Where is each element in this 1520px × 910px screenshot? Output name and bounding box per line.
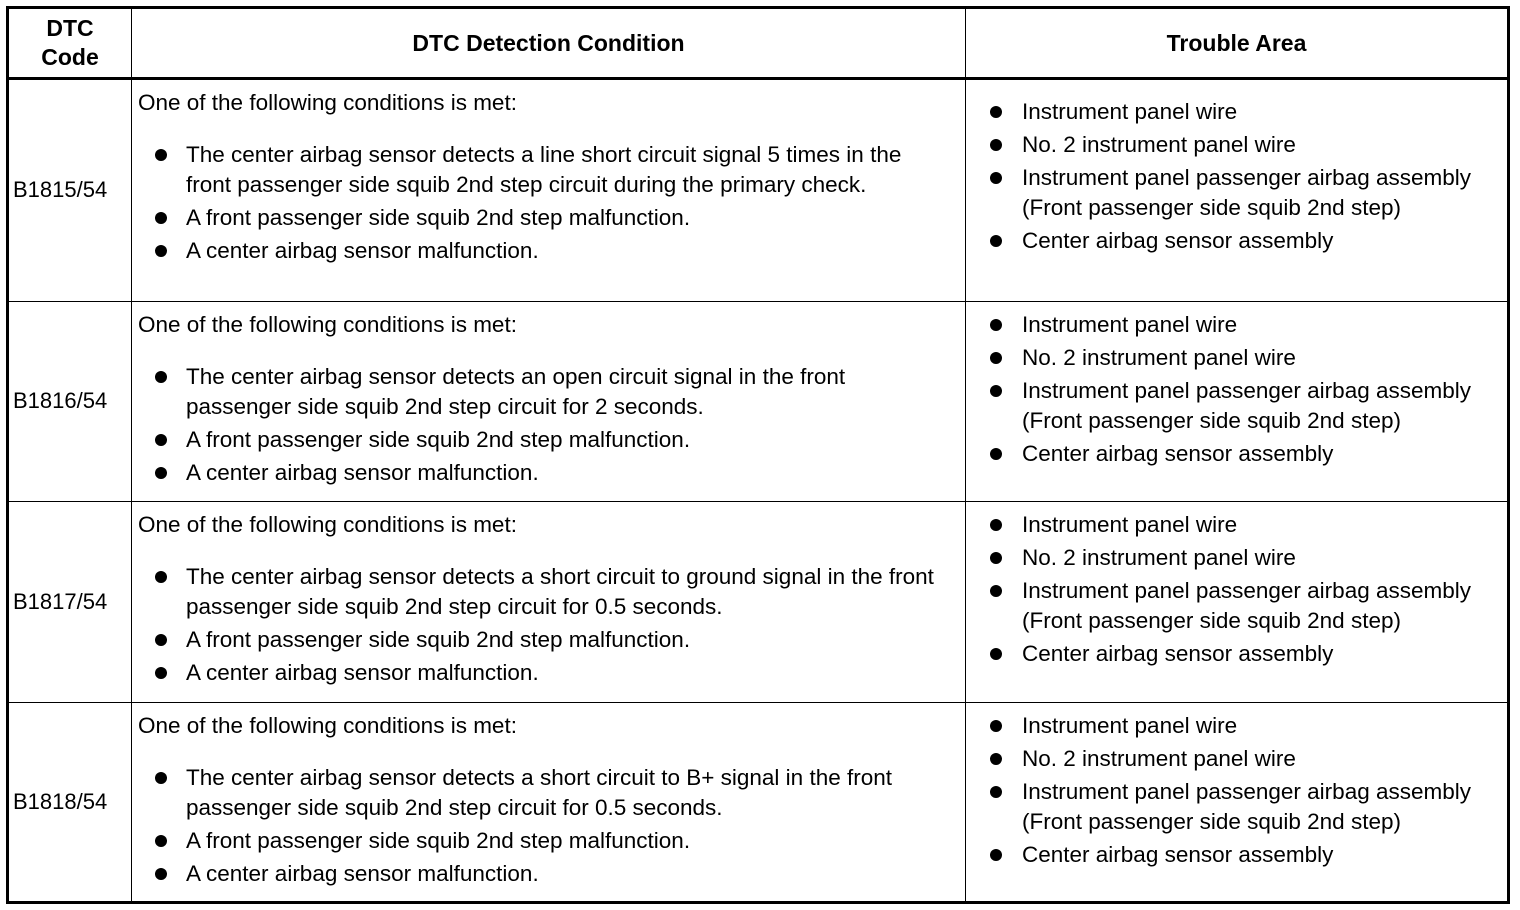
dtc-code-cell: B1815/54	[8, 79, 132, 302]
list-item: Center airbag sensor assembly	[1022, 439, 1497, 469]
list-item: A center airbag sensor malfunction.	[186, 236, 951, 266]
trouble-area-list	[986, 711, 1497, 870]
detection-condition-cell	[132, 702, 966, 903]
condition-list	[138, 140, 951, 266]
list-item: The center airbag sensor detects a short circuit to B+ signal in the front passenger side squib 2nd step circuit for 0.5 seconds.	[186, 763, 951, 823]
list-item: Instrument panel passenger airbag assembly (Front passenger side squib 2nd step)	[1022, 163, 1497, 223]
table-row	[8, 702, 1509, 903]
dtc-code-cell: B1817/54	[8, 502, 132, 702]
list-item: No. 2 instrument panel wire	[1022, 343, 1497, 373]
list-item: The center airbag sensor detects an open circuit signal in the front passenger side squib 2nd step circuit for 2 seconds.	[186, 362, 951, 422]
detection-condition-cell	[132, 301, 966, 501]
header-row	[8, 8, 1509, 79]
trouble-area-cell	[966, 502, 1509, 702]
condition-list	[138, 562, 951, 688]
trouble-area-cell	[966, 702, 1509, 903]
list-item: The center airbag sensor detects a short circuit to ground signal in the front passenger side squib 2nd step circuit for 0.5 seconds.	[186, 562, 951, 622]
condition-list	[138, 362, 951, 488]
header-dtc-code: DTC Code	[8, 8, 132, 79]
detection-condition-cell	[132, 502, 966, 702]
list-item: No. 2 instrument panel wire	[1022, 130, 1497, 160]
condition-intro: One of the following conditions is met:	[138, 90, 517, 115]
dtc-code-cell: B1816/54	[8, 301, 132, 501]
table-row	[8, 79, 1509, 302]
list-item: Instrument panel passenger airbag assembly (Front passenger side squib 2nd step)	[1022, 376, 1497, 436]
trouble-area-cell	[966, 301, 1509, 501]
condition-intro: One of the following conditions is met:	[138, 712, 517, 738]
list-item: No. 2 instrument panel wire	[1022, 744, 1497, 774]
trouble-area-cell	[966, 79, 1509, 302]
list-item: Instrument panel wire	[1022, 310, 1497, 340]
detection-condition-cell	[132, 79, 966, 302]
table-row	[8, 502, 1509, 702]
list-item: A center airbag sensor malfunction.	[186, 458, 951, 488]
dtc-table	[6, 6, 1510, 904]
list-item: A front passenger side squib 2nd step malfunction.	[186, 826, 951, 856]
list-item: A front passenger side squib 2nd step malfunction.	[186, 425, 951, 455]
header-detection-condition: DTC Detection Condition	[132, 8, 966, 79]
list-item: No. 2 instrument panel wire	[1022, 543, 1497, 573]
condition-list	[138, 763, 951, 889]
list-item: Center airbag sensor assembly	[1022, 639, 1497, 669]
list-item: Center airbag sensor assembly	[1022, 840, 1497, 870]
trouble-area-list	[986, 510, 1497, 669]
dtc-code-cell: B1818/54	[8, 702, 132, 903]
list-item: A front passenger side squib 2nd step malfunction.	[186, 625, 951, 655]
list-item: Instrument panel wire	[1022, 97, 1497, 127]
trouble-area-list	[986, 310, 1497, 469]
list-item: Instrument panel wire	[1022, 510, 1497, 540]
list-item: Center airbag sensor assembly	[1022, 226, 1497, 256]
list-item: Instrument panel wire	[1022, 711, 1497, 741]
trouble-area-list	[986, 97, 1497, 256]
list-item: Instrument panel passenger airbag assembly (Front passenger side squib 2nd step)	[1022, 576, 1497, 636]
list-item: A center airbag sensor malfunction.	[186, 658, 951, 688]
condition-intro: One of the following conditions is met:	[138, 512, 517, 538]
list-item: Instrument panel passenger airbag assembly (Front passenger side squib 2nd step)	[1022, 777, 1497, 837]
list-item: A front passenger side squib 2nd step malfunction.	[186, 203, 951, 233]
table-row	[8, 301, 1509, 501]
condition-intro: One of the following conditions is met:	[138, 311, 517, 337]
list-item: The center airbag sensor detects a line short circuit signal 5 times in the front passenger side squib 2nd step circuit during the primary check.	[186, 140, 951, 200]
list-item: A center airbag sensor malfunction.	[186, 859, 951, 889]
header-trouble-area: Trouble Area	[966, 8, 1509, 79]
